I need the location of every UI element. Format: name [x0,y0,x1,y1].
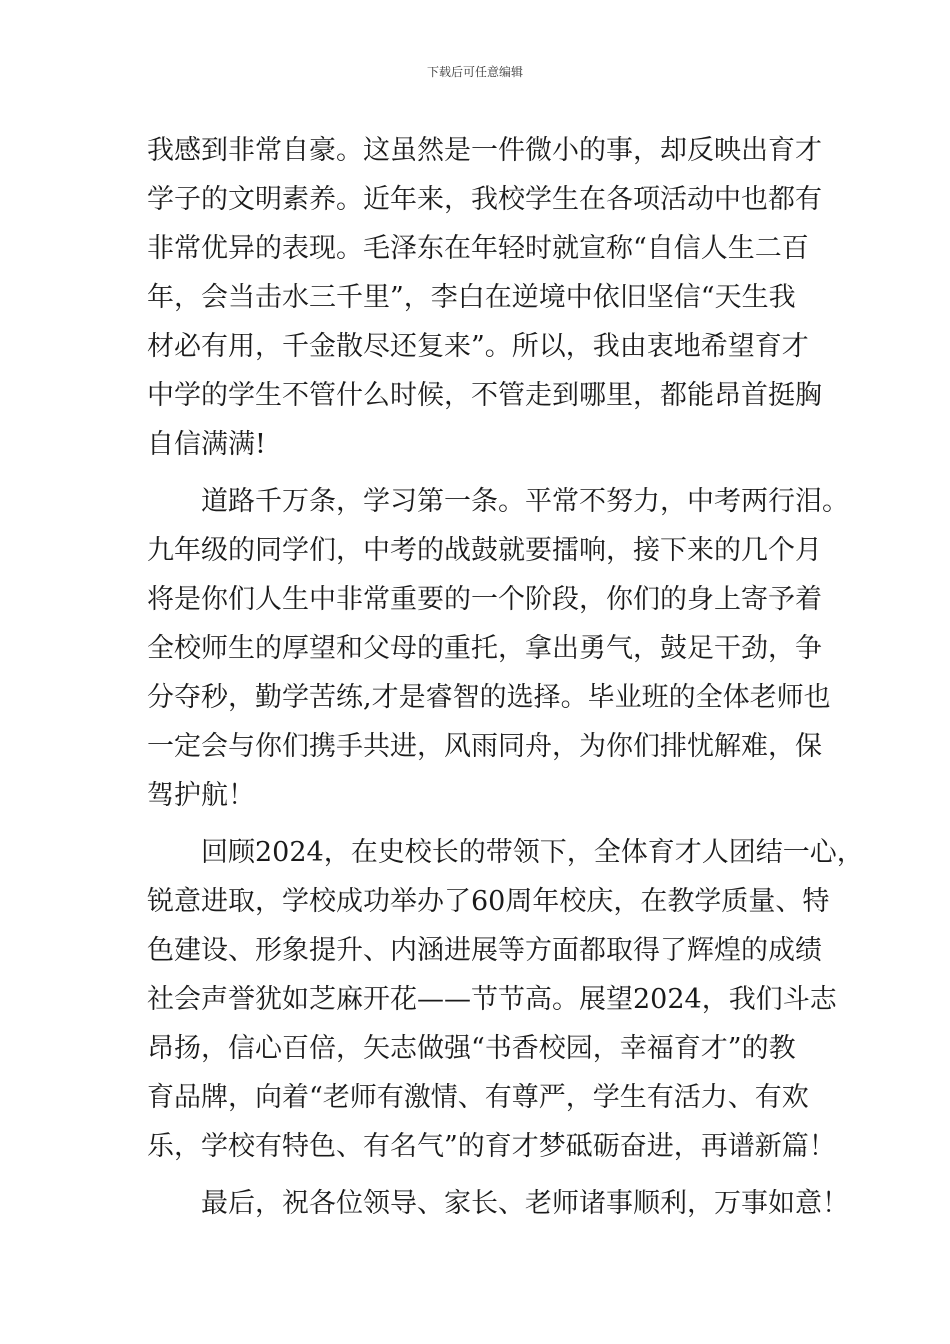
text-line: 最后，祝各位领导、家长、老师诸事顺利，万事如意！ [201,1188,849,1219]
text-line: 锐意进取，学校成功举办了60周年校庆，在教学质量、特 [147,886,830,917]
text-line: 分夺秒，勤学苦练,才是睿智的选择。毕业班的全体老师也 [147,682,831,713]
paragraph-3 [147,828,864,1171]
text-line: 九年级的同学们，中考的战鼓就要擂响，接下来的几个月 [147,535,822,566]
text-line: 社会声誉犹如芝麻开花——节节高。展望2024，我们斗志 [147,984,837,1015]
text-line: 育品牌，向着“老师有激情、有尊严，学生有活力、有欢 [147,1082,809,1113]
text-line: 昂扬，信心百倍，矢志做强“书香校园，幸福育才”的教 [147,1033,796,1064]
text-line: 年，会当击水三千里”，李白在逆境中依旧坚信“天生我 [147,282,796,313]
text-line: 材必有用，千金散尽还复来”。所以，我由衷地希望育才 [147,331,809,362]
text-line: 色建设、形象提升、内涵进展等方面都取得了辉煌的成绩 [147,935,822,966]
text-line: 回顾2024，在史校长的带领下，全体育才人团结一心， [201,837,864,868]
text-line: 非常优异的表现。毛泽东在年轻时就宣称“自信人生二百 [147,233,809,264]
paragraph-spacer [147,1171,837,1179]
text-line: 驾护航！ [147,780,255,811]
document-body [147,126,864,1228]
text-line: 自信满满! [147,429,266,460]
page-header: 下载后可任意编辑 [426,65,523,79]
text-line: 我感到非常自豪。这虽然是一件微小的事，却反映出育才 [147,135,822,166]
text-line: 全校师生的厚望和父母的重托，拿出勇气，鼓足干劲，争 [147,633,822,664]
text-line: 乐，学校有特色、有名气”的育才梦砥砺奋进，再谱新篇！ [147,1131,836,1162]
text-line: 道路千万条，学习第一条。平常不努力，中考两行泪。 [201,486,849,517]
text-line: 一定会与你们携手共进，风雨同舟，为你们排忧解难，保 [147,731,822,762]
text-line: 将是你们人生中非常重要的一个阶段，你们的身上寄予着 [147,584,822,615]
paragraph-4 [147,1179,849,1228]
paragraph-spacer [147,469,837,477]
text-line: 学子的文明素养。近年来，我校学生在各项活动中也都有 [147,184,822,215]
text-line: 中学的学生不管什么时候，不管走到哪里，都能昂首挺胸 [147,380,822,411]
paragraph-spacer [147,820,837,828]
paragraph-2 [147,477,849,820]
paragraph-1 [147,126,837,469]
